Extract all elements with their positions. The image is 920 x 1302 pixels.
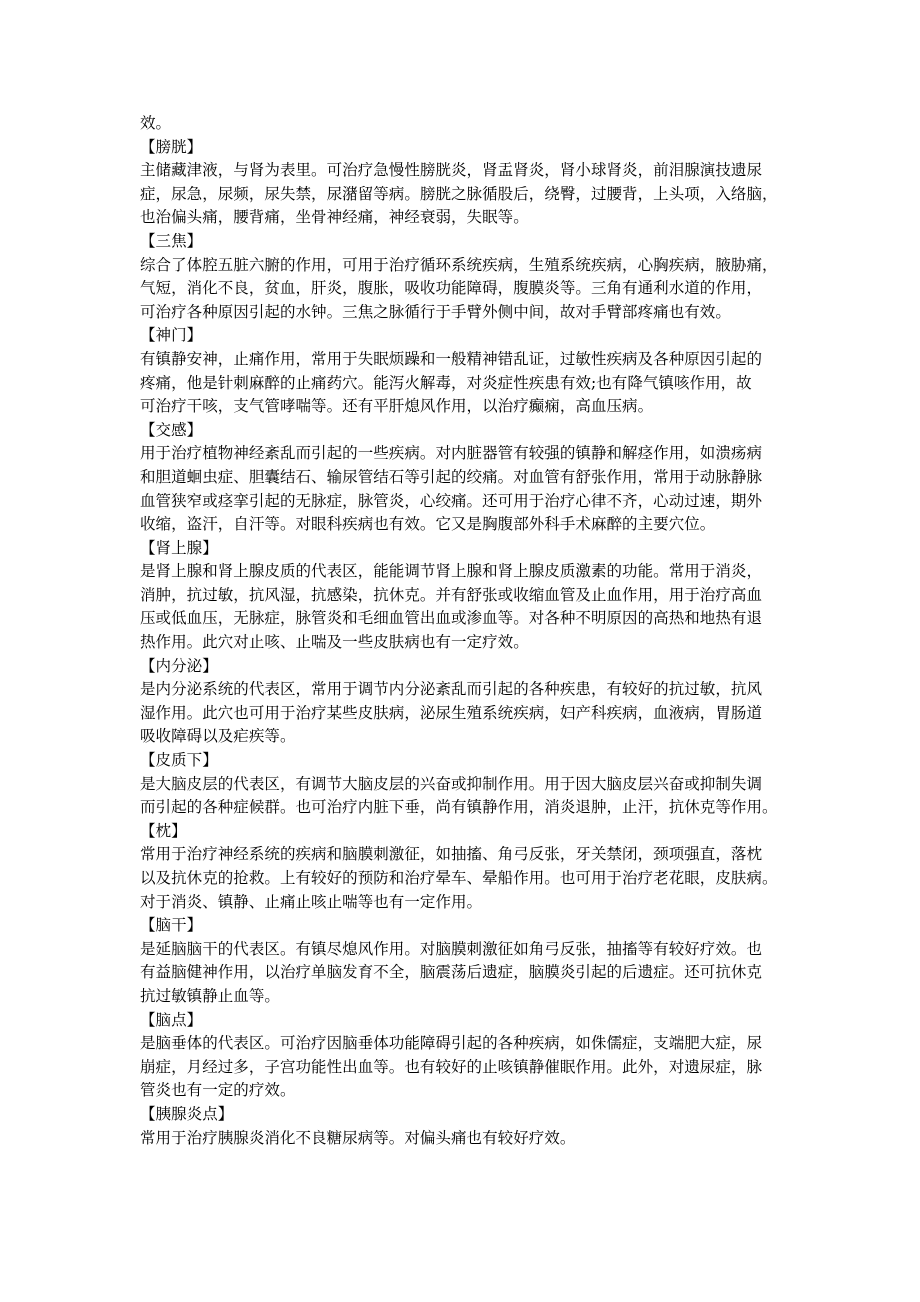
paragraph-line: 抗过敏镇静止血等。 xyxy=(140,986,280,1005)
paragraph-line: 湿作用。此穴也可用于治疗某些皮肤病，泌尿生殖系统疾病，妇产科疾病，血液病，胃肠道 xyxy=(140,703,763,722)
paragraph-line: 崩症，月经过多，子宫功能性出血等。也有较好的止咳镇静催眠作用。此外，对遗尿症，脉 xyxy=(140,1057,763,1076)
paragraph-line: 血管狭窄或痉挛引起的无脉症，脉管炎，心绞痛。还可用于治疗心律不齐，心动过速，期外 xyxy=(140,491,763,510)
paragraph-line: 常用于治疗神经系统的疾病和脑膜刺激征，如抽搐、角弓反张，牙关禁闭，颈项强直，落枕 xyxy=(140,845,763,864)
paragraph-line: 是肾上腺和肾上腺皮质的代表区，能能调节肾上腺和肾上腺皮质激素的功能。常用于消炎， xyxy=(140,562,763,581)
paragraph-line: 可治疗各种原因引起的水钟。三焦之脉循行于手臂外侧中间，故对手臂部疼痛也有效。 xyxy=(140,302,731,321)
paragraph-line: 压或低血压，无脉症，脉管炎和毛细血管出血或渗血等。对各种不明原因的高热和地热有退 xyxy=(140,609,763,628)
paragraph-line: 用于治疗植物神经紊乱而引起的一些疾病。对内脏器管有较强的镇静和解痉作用，如溃疡病 xyxy=(140,444,763,463)
paragraph-line: 是脑垂体的代表区。可治疗因脑垂体功能障碍引起的各种疾病，如侏儒症，支端肥大症，尿 xyxy=(140,1034,763,1053)
paragraph-line: 疼痛，他是针刺麻醉的止痛药穴。能泻火解毒，对炎症性疾患有效;也有降气镇咳作用，故 xyxy=(140,373,752,392)
section-heading: 【三焦】 xyxy=(140,231,203,250)
paragraph-line: 主储藏津液，与肾为表里。可治疗急慢性膀胱炎，肾盂肾炎，肾小球肾炎，前泪腺演技遗尿 xyxy=(140,161,763,180)
section-heading: 【枕】 xyxy=(140,821,187,840)
paragraph-line: 也治偏头痛，腰背痛，坐骨神经痛，神经衰弱，失眠等。 xyxy=(140,208,529,227)
paragraph-line: 有益脑健神作用，以治疗单脑发育不全，脑震荡后遗症，脑膜炎引起的后遗症。还可抗休克 xyxy=(140,963,763,982)
paragraph-line: 气短，消化不良，贫血，肝炎，腹胀，吸收功能障碍，腹膜炎等。三角有通利水道的作用， xyxy=(140,279,763,298)
section-heading: 【内分泌】 xyxy=(140,656,218,675)
paragraph-line: 以及抗休克的抢救。上有较好的预防和治疗晕车、晕船作用。也可用于治疗老花眼，皮肤病。 xyxy=(140,869,778,887)
section-heading: 【胰腺炎点】 xyxy=(140,1104,234,1123)
paragraph-line: 是延脑脑干的代表区。有镇尽熄风作用。对脑膜刺激征如角弓反张，抽搐等有较好疗效。也 xyxy=(140,939,763,958)
paragraph-line: 是内分泌系统的代表区，常用于调节内分泌紊乱而引起的各种疾患，有较好的抗过敏，抗风 xyxy=(140,680,763,699)
paragraph-line: 对于消炎、镇静、止痛止咳止喘等也有一定作用。 xyxy=(140,892,483,911)
paragraph-line: 消肿，抗过敏，抗风湿，抗感染，抗休克。并有舒张或收缩血管及止血作用，用于治疗高血 xyxy=(140,585,763,604)
section-heading: 【脑点】 xyxy=(140,1010,203,1029)
paragraph-line: 管炎也有一定的疗效。 xyxy=(140,1081,296,1100)
paragraph-line: 有镇静安神，止痛作用，常用于失眠烦躁和一般精神错乱证，过敏性疾病及各种原因引起的 xyxy=(140,349,763,368)
paragraph-line: 热作用。此穴对止咳、止喘及一些皮肤病也有一定疗效。 xyxy=(140,633,529,652)
paragraph-line: 吸收障碍以及疟疾等。 xyxy=(140,727,296,746)
paragraph-line: 和胆道蛔虫症、胆囊结石、输尿管结石等引起的绞痛。对血管有舒张作用，常用于动脉静脉 xyxy=(140,467,763,486)
paragraph-line: 是大脑皮层的代表区，有调节大脑皮层的兴奋或抑制作用。用于因大脑皮层兴奋或抑制失调 xyxy=(140,774,763,793)
section-heading: 【皮质下】 xyxy=(140,751,218,770)
section-heading: 【交感】 xyxy=(140,420,203,439)
document-body xyxy=(140,112,784,1150)
section-heading: 【肾上腺】 xyxy=(140,538,218,557)
paragraph-line: 效。 xyxy=(140,114,172,132)
paragraph-line: 综合了体腔五脏六腑的作用，可用于治疗循环系统疾病，生殖系统疾病，心胸疾病，腋胁痛， xyxy=(140,255,778,274)
paragraph-line: 收缩，盗汗，自汗等。对眼科疾病也有效。它又是胸腹部外科手术麻醉的主要穴位。 xyxy=(140,515,716,534)
paragraph-line: 而引起的各种症候群。也可治疗内脏下垂，尚有镇静作用，消炎退肿，止汗，抗休克等作用。 xyxy=(140,798,778,817)
section-heading: 【膀胱】 xyxy=(140,137,203,156)
paragraph-line: 可治疗干咳，支气管哮喘等。还有平肝熄风作用，以治疗癫痫，高血压病。 xyxy=(140,397,654,416)
section-heading: 【神门】 xyxy=(140,326,203,345)
paragraph-line: 症，尿急，尿频，尿失禁，尿潴留等病。膀胱之脉循股后，绕臀，过腰背，上头项，入络脑， xyxy=(140,184,778,203)
section-heading: 【脑干】 xyxy=(140,916,203,935)
paragraph-line: 常用于治疗胰腺炎消化不良糖尿病等。对偏头痛也有较好疗效。 xyxy=(140,1128,576,1147)
